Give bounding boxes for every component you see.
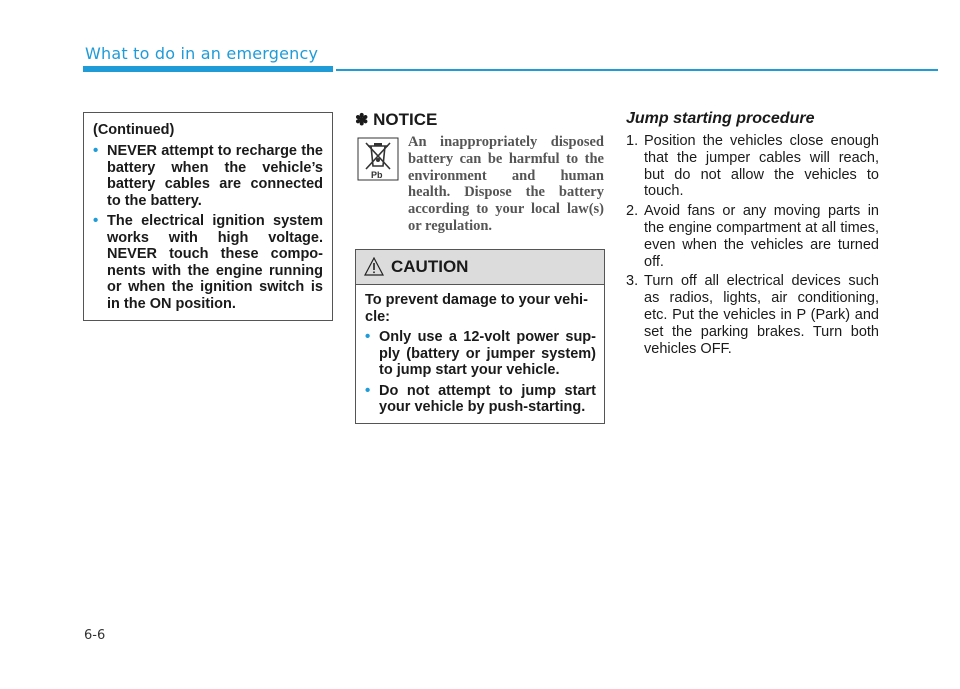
notice-heading <box>355 110 437 130</box>
page-number: 6-6 <box>84 628 106 643</box>
list-item <box>93 143 323 209</box>
section-title-bar <box>83 66 333 72</box>
bullet-icon: • <box>93 212 99 229</box>
step-number: 3. <box>626 273 639 290</box>
step-item <box>626 133 879 200</box>
bullet-icon: • <box>365 381 371 399</box>
continued-warning-box <box>83 112 333 321</box>
caution-box <box>355 249 605 424</box>
notice-text: An inappropriately disposed battery can be harmful to the environment and human health. Dispose the battery according to your local law(s) or regulation. <box>408 134 604 234</box>
step-number: 2. <box>626 203 639 220</box>
section-title: What to do in an emergency <box>85 44 319 63</box>
procedure-heading: Jump starting procedure <box>626 110 815 127</box>
bullet-icon: • <box>93 142 99 159</box>
step-text: Turn off all electrical devices such as radios, lights, air conditioning, etc. Put the vehicles in P (Park) and set the parking brakes. Turn both vehicles OFF. <box>644 273 879 357</box>
notice-heading-text: NOTICE <box>373 110 438 129</box>
bullet-icon: • <box>365 328 371 345</box>
header-rule <box>336 69 938 71</box>
list-item <box>93 213 323 312</box>
continued-bullet-list <box>93 143 323 312</box>
bullet-text: Only use a 12-volt power sup-ply (battery or jumper system) to jump start your vehicle. <box>379 329 596 378</box>
bullet-text: NEVER attempt to recharge the battery when the vehicle’s battery cables are connected to the battery. <box>107 143 323 209</box>
step-text: Avoid fans or any moving parts in the engine compartment at all times, even when the vehicles are turned off. <box>644 203 879 270</box>
bullet-text: The electrical ignition system works with high voltage. NEVER touch these compo-nents with the engine running or when the ignition switch is in the ON position. <box>107 213 323 312</box>
caution-lead: To prevent damage to your vehi-cle: <box>365 292 588 325</box>
crossed-bin-pb-icon <box>357 137 399 181</box>
step-text: Position the vehicles close enough that the jumper cables will reach, but do not allow the vehicles to touch. <box>644 133 879 200</box>
step-number: 1. <box>626 133 639 149</box>
caution-header <box>356 250 604 285</box>
procedure-steps <box>626 133 879 360</box>
step-item <box>626 273 879 357</box>
bullet-text: Do not attempt to jump start your vehicle by push-starting. <box>379 382 596 415</box>
notice-star-icon: ✽ <box>355 112 369 129</box>
caution-body <box>356 285 604 416</box>
pb-label: Pb <box>371 170 383 180</box>
caution-heading: CAUTION <box>391 257 469 276</box>
step-item <box>626 203 879 270</box>
warning-triangle-icon <box>364 257 384 277</box>
continued-label: (Continued) <box>93 122 175 138</box>
list-item <box>365 329 596 379</box>
caution-bullet-list <box>365 329 596 416</box>
list-item <box>365 383 596 416</box>
